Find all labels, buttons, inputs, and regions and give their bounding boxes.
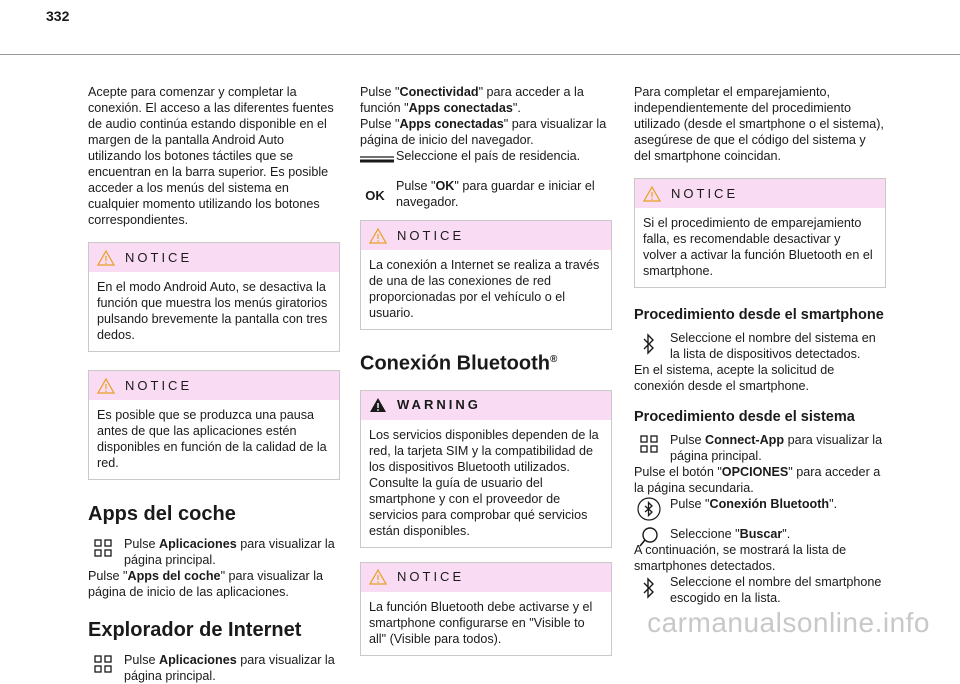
- warning-text: Los servicios disponibles dependen de la red, la tarjeta SIM y la compatibilidad de los dispositivos Bluetooth utilizados. Consulte la guía de usuario del smartphone y con el proveedor de servicios para comprobar qué servicios están disponibles.: [369, 427, 599, 538]
- notice-title: NOTICE: [397, 227, 465, 243]
- instruction-row: Pulse Aplicaciones para visualizar la página principal.: [88, 652, 340, 684]
- warning-box: [360, 390, 612, 548]
- intro-text: Acepte para comenzar y completar la conexión. El acceso a las diferentes fuentes de audio continúa estando disponible en el margen de la pantalla Android Auto utilizando los botones táctiles que se encuentran en la barra superior. Es posible acceder a los menús del sistema en cualquier momento utilizando los botones correspondientes.: [88, 85, 334, 227]
- apps-grid-icon: [94, 655, 112, 673]
- apps-grid-icon: [94, 539, 112, 557]
- notice-text: Si el procedimiento de emparejamiento falla, es recomendable desactivar y volver a activar la función Bluetooth en el smartphone.: [643, 216, 873, 278]
- notice-triangle-icon: [97, 250, 115, 266]
- instruction-row: [360, 148, 612, 164]
- notice-triangle-icon: [369, 569, 387, 585]
- instruction-row: Pulse "Conexión Bluetooth".: [634, 496, 886, 512]
- ok-icon: OK: [365, 188, 385, 203]
- notice-triangle-icon: [97, 378, 115, 394]
- section-heading: Procedimiento desde el smartphone: [634, 307, 884, 323]
- notice-title: NOTICE: [671, 185, 739, 201]
- column-1: Acepte para comenzar y completar la conexión. El acceso a las diferentes fuentes de audio continúa estando disponible en el margen de la pantalla Android Auto utilizando los botones táctiles que se encuentran en la barra superior. Es posible acceder a los menús del sistema en cualquier momento utilizando los botones correspondientes. NOTICE En el modo Android Auto, se desactiva la función que muestra los menús giratorios pulsando brevemente la pantalla con tres dedos. NOTICE Es posible que se produzca una pausa antes de que las aplicaciones estén disponibles en función de la calidad de la red. Apps del coche Pulse Aplicaciones para visualizar la página principal. Pulse "Apps del coche" para visualizar la página de inicio de las aplicaciones. Explorador de Internet Pulse Aplicaciones para visualizar la página principal.: [88, 84, 340, 684]
- section-heading: Explorador de Internet: [88, 619, 302, 641]
- notice-triangle-icon: [643, 186, 661, 202]
- instruction-row: Pulse Aplicaciones para visualizar la página principal.: [88, 536, 340, 568]
- section-heading: Conexión Bluetooth®: [360, 352, 558, 375]
- bluetooth-icon: [642, 577, 656, 599]
- notice-box: [88, 370, 340, 480]
- instruction-row: OK Pulse "OK" para guardar e iniciar el navegador.: [360, 178, 612, 210]
- search-icon: [638, 526, 660, 548]
- notice-box: [360, 220, 612, 330]
- warning-title: WARNING: [397, 397, 481, 413]
- column-3: Para completar el emparejamiento, independientemente del procedimiento utilizado (desde el smartphone o el sistema), asegúrese de que el código del sistema y del smartphone coincidan. NOTICE Si el procedimiento de emparejamiento falla, es recomendable desactivar y volver a activar la función Bluetooth en el smartphone. Procedimiento desde el smartphone Seleccione el nombre del sistema en la lista de dispositivos detectados. En el sistema, acepte la solicitud de conexión desde el smartphone. Procedimiento desde el sistema Pulse Connect-App para visualizar la página principal. Pulse el botón "OPCIONES" para acceder a la página secundaria. Pulse "Conexión Bluetooth". Seleccione "Buscar". A continuación, se mostrará la lista de smartphones detectados. Seleccione el nombre del smartphone escogido en la lista.: [634, 84, 886, 606]
- notice-title: NOTICE: [125, 249, 193, 265]
- notice-box: [634, 178, 886, 288]
- warning-triangle-icon: [369, 397, 387, 413]
- notice-text: La función Bluetooth debe activarse y el smartphone configurarse en "Visible to all" (Visible para todos).: [369, 599, 593, 646]
- intro-text: Para completar el emparejamiento, independientemente del procedimiento utilizado (desde el smartphone o el sistema), asegúrese de que el código del sistema y del smartphone coincidan.: [634, 85, 884, 163]
- notice-title: NOTICE: [125, 377, 193, 393]
- notice-text: La conexión a Internet se realiza a través de una de las conexiones de red proporcionadas por el vehículo o el usuario.: [369, 258, 600, 320]
- instruction-row: Pulse Connect-App para visualizar la página principal.: [634, 432, 886, 464]
- instruction-row: Seleccione "Buscar".: [634, 526, 886, 542]
- notice-box: [360, 562, 612, 656]
- notice-text: En el modo Android Auto, se desactiva la función que muestra los menús giratorios pulsando brevemente la pantalla con tres dedos.: [97, 280, 328, 342]
- notice-title: NOTICE: [397, 569, 465, 585]
- instruction-row: Seleccione el nombre del sistema en la lista de dispositivos detectados.: [634, 330, 886, 362]
- section-heading: Apps del coche: [88, 503, 236, 525]
- notice-triangle-icon: [369, 228, 387, 244]
- bluetooth-circle-icon: [636, 496, 662, 522]
- header-rule: [0, 54, 960, 55]
- bluetooth-icon: [642, 333, 656, 355]
- list-bar-icon: [360, 151, 394, 165]
- page-number: 332: [46, 8, 70, 24]
- notice-box: [88, 242, 340, 352]
- column-2: Pulse "Conectividad" para acceder a la función "Apps conectadas". Pulse "Apps conectadas" para visualizar la página de inicio del navegador. Seleccione el país de residencia. OK Pulse "OK" para guardar e iniciar el navegador. NOTICE La conexión a Internet se realiza a través de una de las conexiones de red proporcionadas por el vehículo o el usuario. Conexión Bluetooth® WARNING Los servicios disponibles dependen de la red, la tarjeta SIM y la compatibilidad de los dispositivos Bluetooth utilizados. Consulte la guía de usuario del smartphone y con el proveedor de servicios para comprobar qué servicios están disponibles. NOTICE La función Bluetooth debe activarse y el smartphone configurarse en "Visible to all" (Visible para todos).: [360, 84, 612, 656]
- apps-grid-icon: [640, 435, 658, 453]
- notice-text: Es posible que se produzca una pausa antes de que las aplicaciones estén disponibles en función de la calidad de la red.: [97, 408, 327, 470]
- section-heading: Procedimiento desde el sistema: [634, 409, 855, 425]
- instruction-row: Seleccione el nombre del smartphone escogido en la lista.: [634, 574, 886, 606]
- watermark: carmanualsonline.info: [647, 607, 930, 638]
- country-text: Seleccione el país de residencia.: [396, 149, 581, 163]
